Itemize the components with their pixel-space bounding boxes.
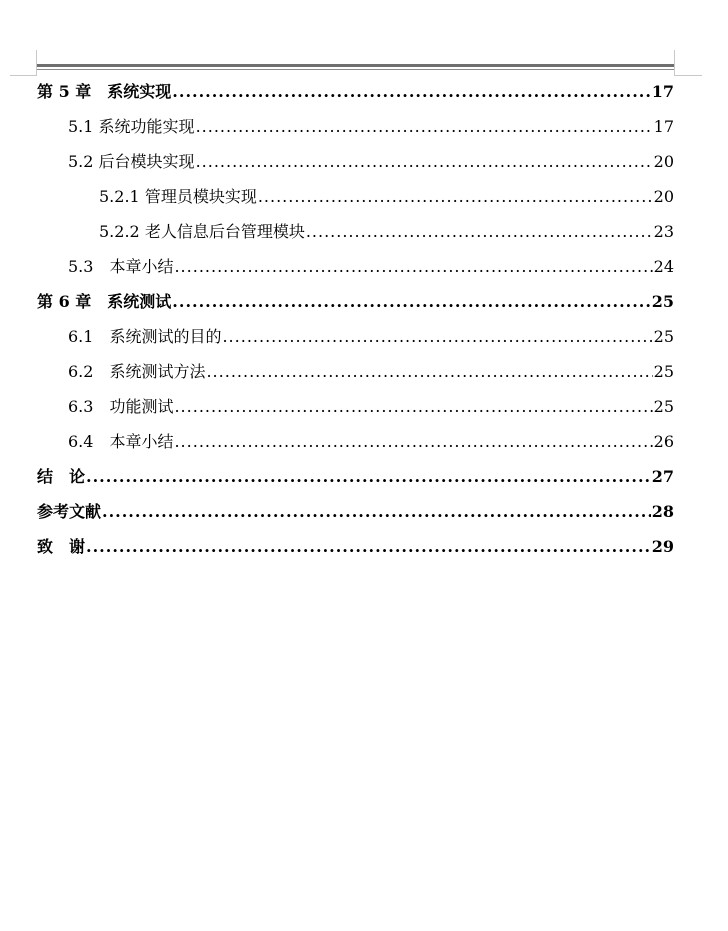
toc-leader-dots bbox=[172, 82, 650, 106]
toc-page-number: 23 bbox=[653, 222, 674, 241]
toc-entry-acknowledgements[interactable] bbox=[37, 526, 674, 561]
toc-entry-6-4[interactable] bbox=[37, 421, 674, 456]
toc-entry-title: 第 6 章 系统测试 bbox=[37, 292, 172, 311]
header-rule-thick bbox=[37, 64, 674, 67]
toc-entry-title: 6.1 系统测试的目的 bbox=[68, 327, 222, 346]
toc-leader-dots bbox=[174, 257, 652, 281]
toc-page-number: 29 bbox=[651, 537, 674, 556]
toc-leader-dots bbox=[206, 362, 652, 386]
toc-entry-title: 5.2 后台模块实现 bbox=[68, 152, 195, 171]
toc-entry-title: 6.2 系统测试方法 bbox=[68, 362, 206, 381]
toc-entry-chapter-6[interactable] bbox=[37, 281, 674, 316]
toc-leader-dots bbox=[86, 467, 651, 491]
toc-entry-references[interactable] bbox=[37, 491, 674, 526]
toc-entry-chapter-5[interactable] bbox=[37, 71, 674, 106]
toc-entry-title: 5.2.2 老人信息后台管理模块 bbox=[99, 222, 305, 241]
toc-leader-dots bbox=[174, 397, 652, 421]
toc-page-number: 17 bbox=[651, 82, 674, 101]
table-of-contents bbox=[37, 71, 674, 561]
toc-entry-5-2[interactable] bbox=[37, 141, 674, 176]
toc-page-number: 28 bbox=[651, 502, 674, 521]
toc-page-number: 17 bbox=[653, 117, 674, 136]
toc-leader-dots bbox=[174, 432, 652, 456]
toc-entry-5-3[interactable] bbox=[37, 246, 674, 281]
crop-mark-right-vertical bbox=[674, 50, 675, 76]
toc-entry-6-1[interactable] bbox=[37, 316, 674, 351]
toc-page-number: 25 bbox=[653, 362, 674, 381]
toc-entry-title: 参考文献 bbox=[37, 502, 102, 521]
toc-entry-title: 5.1 系统功能实现 bbox=[68, 117, 195, 136]
toc-page-number: 26 bbox=[653, 432, 674, 451]
toc-leader-dots bbox=[306, 222, 653, 246]
toc-page-number: 27 bbox=[651, 467, 674, 486]
toc-leader-dots bbox=[196, 117, 653, 141]
toc-entry-title: 6.3 功能测试 bbox=[68, 397, 174, 416]
toc-entry-6-3[interactable] bbox=[37, 386, 674, 421]
toc-page-number: 20 bbox=[653, 152, 674, 171]
toc-leader-dots bbox=[196, 152, 653, 176]
header-rule-thin bbox=[37, 69, 674, 70]
toc-leader-dots bbox=[172, 292, 650, 316]
toc-entry-5-2-2[interactable] bbox=[37, 211, 674, 246]
toc-entry-5-1[interactable] bbox=[37, 106, 674, 141]
toc-page-number: 25 bbox=[651, 292, 674, 311]
crop-mark-right-horizontal bbox=[674, 75, 702, 76]
toc-leader-dots bbox=[86, 537, 651, 561]
toc-leader-dots bbox=[102, 502, 651, 526]
toc-page-number: 24 bbox=[653, 257, 674, 276]
toc-entry-title: 5.3 本章小结 bbox=[68, 257, 174, 276]
toc-leader-dots bbox=[222, 327, 652, 351]
toc-entry-6-2[interactable] bbox=[37, 351, 674, 386]
toc-page-number: 25 bbox=[653, 327, 674, 346]
crop-mark-left-horizontal bbox=[10, 75, 37, 76]
toc-leader-dots bbox=[258, 187, 653, 211]
toc-entry-conclusion[interactable] bbox=[37, 456, 674, 491]
toc-entry-title: 5.2.1 管理员模块实现 bbox=[99, 187, 257, 206]
toc-entry-title: 6.4 本章小结 bbox=[68, 432, 174, 451]
toc-entry-title: 结 论 bbox=[37, 467, 86, 486]
toc-entry-5-2-1[interactable] bbox=[37, 176, 674, 211]
toc-page-number: 25 bbox=[653, 397, 674, 416]
toc-entry-title: 第 5 章 系统实现 bbox=[37, 82, 172, 101]
toc-entry-title: 致 谢 bbox=[37, 537, 86, 556]
toc-page-number: 20 bbox=[653, 187, 674, 206]
